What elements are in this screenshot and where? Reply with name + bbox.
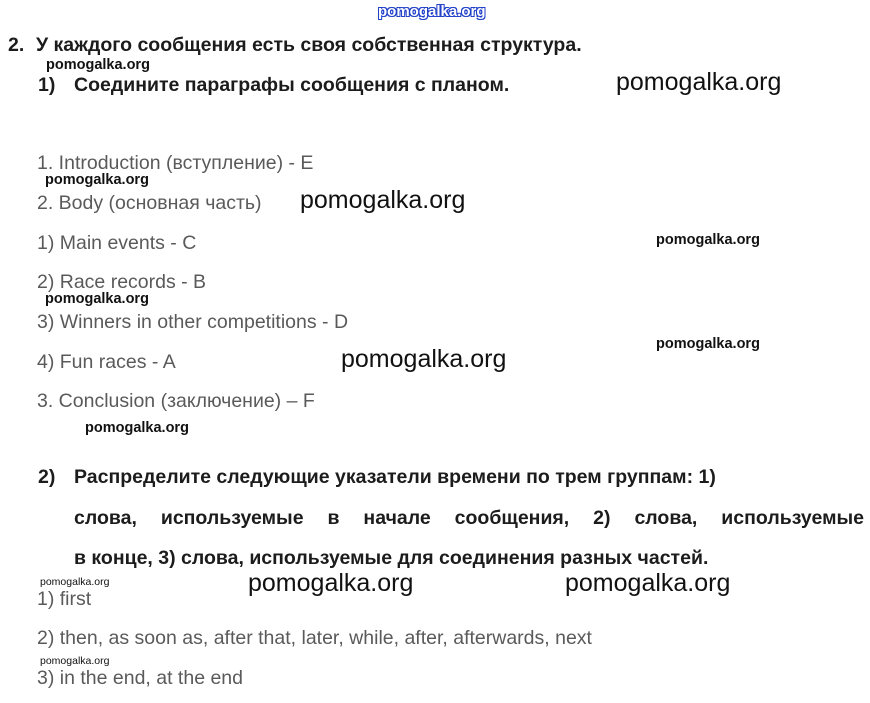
task2-line-1-text: Распределите следующие указатели времени по трем группам: 1) — [74, 466, 716, 488]
watermark: pomogalka.org — [656, 232, 760, 248]
watermark: pomogalka.org — [248, 569, 414, 597]
task2-line-3: в конце, 3) слова, используемые для соединения разных частей. — [74, 547, 709, 569]
watermark: pomogalka.org — [40, 655, 110, 667]
watermark: pomogalka.org — [341, 345, 507, 373]
plan-answer-fun-races: 4) Fun races - A — [37, 351, 176, 373]
time-answer-linking: 2) then, as soon as, after that, later, while, after, afterwards, next — [37, 627, 592, 649]
watermark: pomogalka.org — [300, 186, 466, 214]
plan-answer-conclusion: 3. Conclusion (заключение) – F — [37, 390, 315, 412]
exercise-number: 2. — [8, 34, 25, 56]
task1-number: 1) — [38, 74, 56, 96]
watermark: pomogalka.org — [565, 569, 731, 597]
exercise-heading — [8, 34, 582, 57]
plan-answer-body: 2. Body (основная часть) — [37, 192, 262, 214]
task2-line-1 — [38, 466, 716, 489]
plan-answer-introduction: 1. Introduction (вступление) - E — [37, 152, 314, 174]
exercise-title: У каждого сообщения есть своя собственная структура. — [36, 34, 582, 56]
task1-text: Соедините параграфы сообщения с планом. — [74, 74, 510, 96]
time-answer-end: 3) in the end, at the end — [37, 667, 243, 689]
plan-answer-winners: 3) Winners in other competitions - D — [37, 311, 349, 333]
watermark: pomogalka.org — [46, 57, 150, 73]
watermark: pomogalka.org — [656, 336, 760, 352]
task1-heading — [38, 74, 509, 97]
task2-number: 2) — [38, 466, 56, 488]
watermark-top: pomogalka.org — [378, 3, 486, 20]
watermark: pomogalka.org — [85, 420, 189, 436]
watermark: pomogalka.org — [45, 291, 149, 307]
watermark: pomogalka.org — [45, 172, 149, 188]
watermark: pomogalka.org — [40, 576, 110, 588]
task2-line-2: слова, используемые в начале сообщения, 2) слова, используемые — [74, 507, 864, 529]
plan-answer-race-records: 2) Race records - B — [37, 271, 207, 293]
plan-answer-main-events: 1) Main events - C — [37, 232, 197, 254]
time-answer-beginning: 1) first — [37, 588, 92, 610]
watermark: pomogalka.org — [616, 68, 782, 96]
